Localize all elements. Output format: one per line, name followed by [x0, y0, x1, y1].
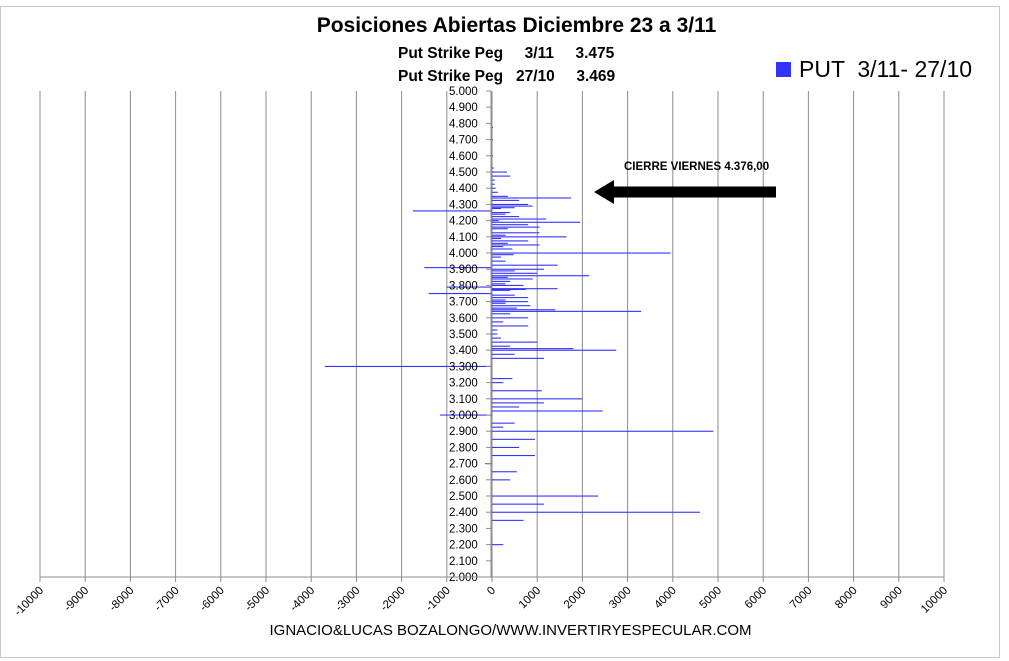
x-tick-label: 3000: [607, 584, 634, 612]
y-tick-label: 2.000: [449, 572, 478, 584]
bar: [429, 293, 492, 294]
bar: [492, 277, 508, 278]
y-tick-label: 4.200: [449, 215, 478, 228]
bar: [492, 275, 589, 276]
x-tick-label: 4000: [652, 584, 679, 612]
bar: [492, 317, 528, 318]
subtitle-value-2: 3.469: [576, 68, 616, 85]
bar: [492, 350, 616, 351]
bar: [492, 348, 573, 349]
y-tick-label: 2.600: [449, 474, 478, 487]
bar: [492, 313, 510, 314]
y-tick-label: 3.700: [449, 296, 478, 309]
annotation-text: CIERRE VIERNES 4.376,00: [624, 161, 770, 173]
y-tick-label: 3.500: [449, 329, 478, 341]
bar: [492, 197, 571, 198]
bar: [492, 243, 508, 244]
bar: [492, 236, 567, 237]
bar: [492, 410, 603, 411]
x-tick-label: 0: [485, 584, 499, 598]
subtitle-value-1: 3.475: [575, 45, 615, 62]
bar: [492, 273, 537, 274]
legend-label: PUT 3/11- 27/10: [799, 56, 973, 82]
bar: [492, 204, 528, 205]
bar: [492, 299, 506, 300]
bar: [492, 283, 506, 284]
bar: [492, 216, 519, 217]
bar: [492, 248, 512, 249]
x-tick-label: -5000: [242, 584, 273, 614]
x-tick-label: -1000: [423, 584, 453, 614]
bar: [492, 504, 544, 505]
bar: [492, 354, 515, 355]
bar: [492, 290, 510, 291]
bar: [492, 334, 497, 335]
bar: [492, 342, 537, 343]
y-tick-label: 2.200: [449, 539, 478, 552]
x-axis: [12, 577, 950, 618]
y-tick-label: 4.900: [449, 102, 478, 115]
bar: [492, 479, 510, 480]
y-tick-label: 3.300: [449, 361, 478, 374]
bar: [492, 311, 641, 312]
bar: [492, 308, 517, 309]
x-tick-label: -8000: [107, 584, 137, 614]
y-tick-label: 2.100: [449, 555, 478, 568]
y-tick-label: 3.400: [449, 345, 478, 358]
y-tick-label: 3.100: [449, 393, 478, 406]
y-tick-label: 4.400: [449, 183, 478, 196]
bar: [492, 309, 555, 310]
y-axis: [449, 86, 491, 584]
x-tick-label: 2000: [561, 584, 589, 612]
bar: [492, 196, 508, 197]
bar: [492, 192, 498, 193]
y-tick-label: 4.000: [449, 248, 478, 260]
bar: [492, 172, 507, 173]
bar: [492, 188, 496, 189]
bar: [492, 212, 510, 213]
x-tick-label: -10000: [12, 584, 47, 619]
x-tick-label: -4000: [288, 584, 318, 614]
footer-credit: IGNACIO&LUCAS BOZALONGO/WWW.INVERTIRYESPECULAR.COM: [269, 622, 752, 639]
bar: [492, 325, 528, 326]
x-tick-label: 10000: [919, 584, 951, 616]
bar: [492, 431, 713, 432]
y-tick-label: 3.900: [449, 264, 478, 277]
bar: [492, 358, 544, 359]
y-tick-label: 4.300: [449, 199, 478, 212]
bar: [492, 235, 506, 236]
y-tick-label: 3.800: [449, 280, 478, 293]
bar: [492, 321, 503, 322]
bar: [492, 200, 519, 201]
annotation-arrow-head: [594, 180, 614, 204]
y-tick-label: 2.400: [449, 507, 478, 520]
bar: [492, 427, 503, 428]
bar: [492, 222, 580, 223]
y-tick-label: 4.700: [449, 134, 478, 147]
bar: [492, 253, 671, 254]
x-tick-label: 7000: [787, 584, 815, 612]
bar: [492, 382, 503, 383]
bar: [492, 329, 497, 330]
bar: [492, 301, 528, 302]
bar: [492, 218, 546, 219]
bar: [492, 180, 495, 181]
bar: [492, 167, 494, 168]
x-tick-label: 6000: [742, 584, 770, 612]
bar: [492, 184, 495, 185]
chart-title: Posiciones Abiertas Diciembre 23 a 3/11: [316, 14, 717, 37]
y-tick-label: 5.000: [449, 86, 478, 98]
bar: [492, 254, 514, 255]
bar: [492, 281, 510, 282]
bar: [492, 224, 528, 225]
bar: [492, 285, 524, 286]
bar: [492, 139, 493, 140]
bar: [492, 512, 700, 513]
bar: [492, 240, 528, 241]
annotation-group: [594, 161, 776, 204]
bar: [492, 257, 501, 258]
y-tick-label: 3.200: [449, 377, 478, 390]
bar: [492, 206, 533, 207]
x-tick-label: -3000: [333, 584, 363, 614]
subtitle-label-1: Put Strike Peg: [398, 45, 504, 62]
bar: [492, 232, 539, 233]
y-tick-label: 3.000: [449, 410, 478, 422]
bar: [492, 155, 493, 156]
subtitle-date-1: 3/11: [524, 45, 554, 62]
x-tick-label: 9000: [878, 584, 905, 612]
y-tick-label: 2.500: [449, 491, 478, 503]
bar: [492, 238, 501, 239]
x-tick-label: 5000: [697, 584, 725, 612]
bar: [492, 305, 530, 306]
bar: [492, 496, 598, 497]
y-tick-label: 2.900: [449, 426, 478, 439]
bar: [492, 208, 501, 209]
y-tick-label: 2.800: [449, 442, 478, 455]
bar: [492, 520, 524, 521]
y-tick-label: 4.100: [449, 231, 478, 244]
x-tick-label: 1000: [516, 584, 544, 612]
bar: [492, 214, 506, 215]
bar: [492, 544, 503, 545]
x-tick-label: -7000: [152, 584, 182, 614]
bar: [492, 295, 515, 296]
bar: [492, 228, 508, 229]
bar: [492, 378, 512, 379]
bar: [492, 278, 533, 279]
y-tick-label: 2.300: [449, 523, 478, 536]
bar: [492, 303, 506, 304]
bar: [492, 398, 582, 399]
bar: [492, 270, 515, 271]
bar: [492, 297, 528, 298]
x-tick-label: 8000: [833, 584, 860, 612]
y-tick-label: 2.700: [449, 458, 478, 471]
bar: [492, 338, 501, 339]
bar: [492, 390, 542, 391]
bar: [492, 220, 499, 221]
x-tick-label: -2000: [378, 584, 408, 614]
bar: [492, 423, 515, 424]
subtitle-label-2: Put Strike Peg: [398, 68, 504, 85]
bar: [492, 127, 493, 128]
x-tick-label: -6000: [197, 584, 227, 614]
bar: [492, 471, 517, 472]
y-tick-label: 3.600: [449, 312, 478, 325]
y-tick-label: 4.800: [449, 118, 478, 131]
bar: [492, 455, 535, 456]
x-tick-label: -9000: [62, 584, 92, 614]
bar: [492, 269, 544, 270]
bar: [492, 227, 539, 228]
bar: [492, 447, 519, 448]
bar: [492, 261, 506, 262]
subtitle-date-2: 27/10: [516, 68, 555, 85]
bar: [492, 402, 544, 403]
y-tick-label: 4.600: [449, 150, 478, 163]
bar: [492, 244, 539, 245]
bar: [492, 246, 503, 247]
bar: [492, 176, 510, 177]
bar: [492, 346, 510, 347]
bar: [492, 406, 519, 407]
bar: [492, 265, 558, 266]
y-tick-label: 4.500: [449, 167, 478, 179]
bar: [492, 439, 535, 440]
